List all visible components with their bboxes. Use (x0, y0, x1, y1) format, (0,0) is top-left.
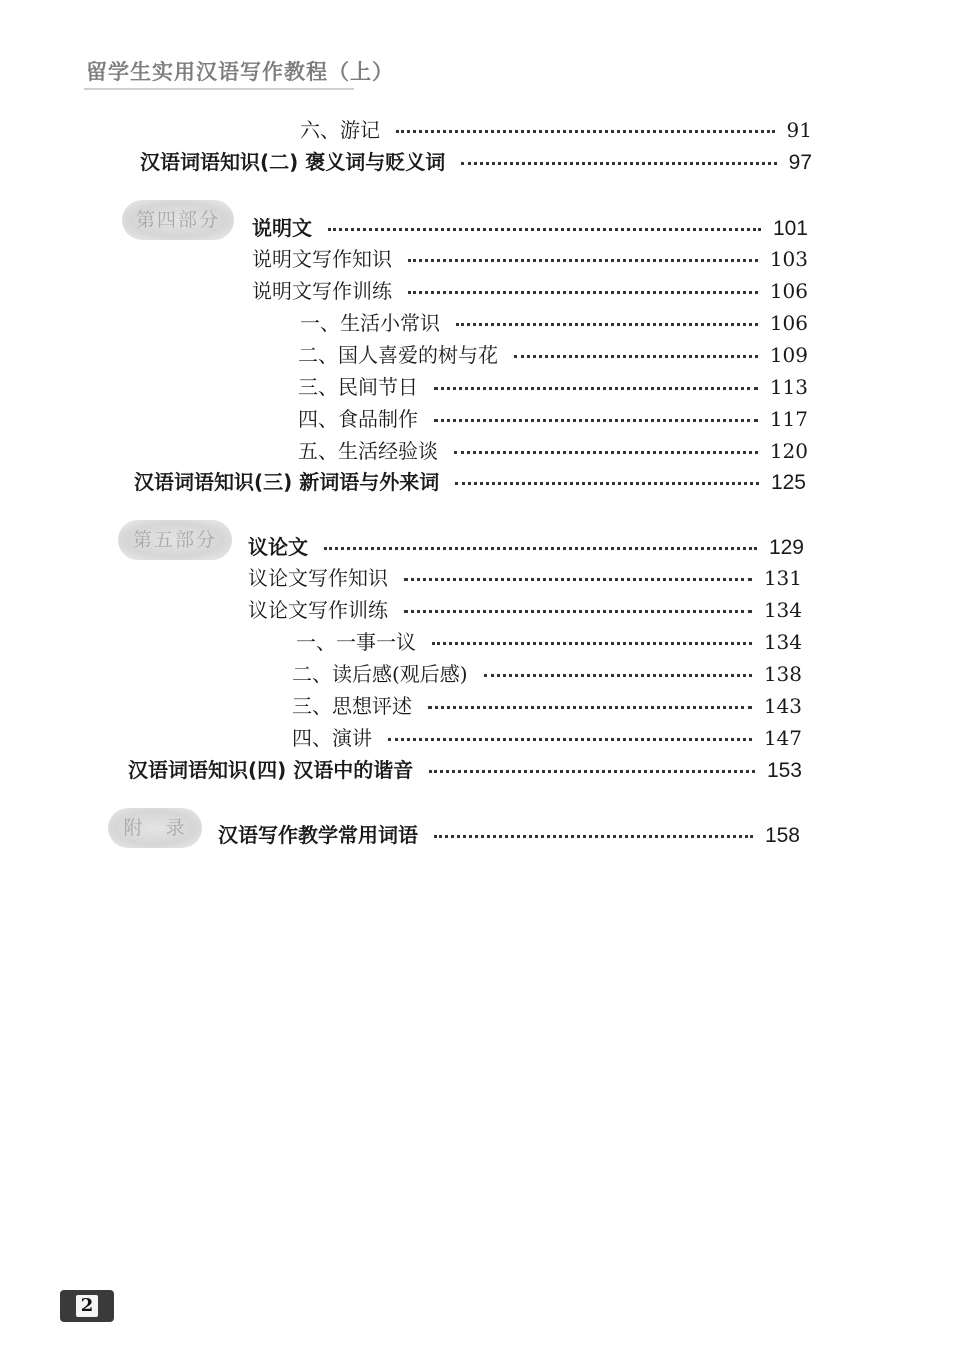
toc-entry[interactable] (252, 243, 808, 275)
toc-entry-page: 134 (763, 598, 802, 622)
toc-entry-page: 134 (763, 630, 802, 654)
toc-entry-label: 一、一事一议 (296, 630, 416, 654)
toc-entry-label: 一、生活小常识 (300, 311, 440, 335)
page-number (60, 1290, 114, 1322)
toc-entry-page: 120 (769, 439, 808, 463)
toc-entry-page: 125 (770, 471, 806, 494)
toc-entry-page: 106 (769, 279, 808, 303)
toc-entry[interactable] (296, 626, 802, 658)
dot-leader (484, 672, 752, 677)
book-title: 留学生实用汉语写作教程（上） (86, 60, 394, 84)
toc-entry-page: 117 (769, 407, 808, 431)
dot-leader (514, 353, 758, 358)
toc-entry-label: 二、读后感(观后感) (292, 662, 468, 686)
toc-entry-page: 103 (769, 247, 808, 271)
dot-leader (328, 226, 761, 231)
toc-entry-page: 97 (788, 151, 812, 174)
dot-leader (429, 768, 755, 773)
toc-entry-page: 138 (763, 662, 802, 686)
toc-entry-label: 汉语词语知识(四) 汉语中的谐音 (128, 758, 414, 782)
toc-entry-label: 三、民间节日 (298, 375, 418, 399)
toc-entry[interactable] (248, 562, 802, 594)
toc-entry[interactable] (248, 531, 804, 563)
toc-entry-page: 91 (786, 118, 812, 142)
dot-leader (434, 385, 758, 390)
toc-entry[interactable] (248, 594, 802, 626)
toc-entry-page: 113 (769, 375, 808, 399)
toc-entry-label: 议论文写作知识 (248, 566, 388, 590)
toc-entry-label: 汉语写作教学常用词语 (218, 823, 418, 847)
toc-entry-page: 106 (769, 311, 808, 335)
dot-leader (434, 417, 758, 422)
toc-entry-label: 议论文写作训练 (248, 598, 388, 622)
section-badge-part5: 第五部分 (118, 520, 232, 560)
toc-entry[interactable] (292, 658, 802, 690)
toc-entry[interactable] (218, 819, 800, 851)
section-badge-appendix: 附 录 (108, 808, 202, 848)
dot-leader (388, 736, 752, 741)
toc-entry-label: 说明文 (252, 216, 312, 240)
dot-leader (432, 640, 752, 645)
dot-leader (434, 833, 753, 838)
toc-entry-page: 158 (764, 824, 800, 847)
toc-entry-label: 五、生活经验谈 (298, 439, 438, 463)
toc-entry[interactable] (128, 754, 802, 786)
toc-entry-label: 说明文写作训练 (252, 279, 392, 303)
toc-entry-label: 议论文 (248, 535, 308, 559)
dot-leader (396, 128, 775, 133)
toc-entry[interactable] (300, 114, 812, 146)
toc-entry-label: 四、演讲 (292, 726, 372, 750)
toc-entry-label: 四、食品制作 (298, 407, 418, 431)
header-rule (84, 88, 354, 90)
toc-entry-label: 六、游记 (300, 118, 380, 142)
toc-entry-label: 三、思想评述 (292, 694, 412, 718)
toc-entry[interactable] (252, 275, 808, 307)
dot-leader (456, 321, 758, 326)
dot-leader (455, 480, 759, 485)
toc-entry[interactable] (252, 212, 808, 244)
toc-entry-page: 101 (772, 217, 808, 240)
toc-entry-page: 153 (766, 759, 802, 782)
page-number-label: 2 (76, 1295, 99, 1317)
dot-leader (408, 257, 758, 262)
section-badge-part4: 第四部分 (122, 200, 234, 240)
toc-entry-label: 二、国人喜爱的树与花 (298, 343, 498, 367)
dot-leader (404, 576, 752, 581)
dot-leader (324, 545, 757, 550)
dot-leader (428, 704, 752, 709)
toc-entry[interactable] (298, 403, 808, 435)
toc-entry-label: 说明文写作知识 (252, 247, 392, 271)
toc-entry-label: 汉语词语知识(三) 新词语与外来词 (134, 470, 440, 494)
toc-entry-label: 汉语词语知识(二) 褒义词与贬义词 (140, 150, 446, 174)
toc-entry[interactable] (298, 339, 808, 371)
dot-leader (461, 160, 776, 165)
toc-entry[interactable] (300, 307, 808, 339)
toc-entry-page: 109 (769, 343, 808, 367)
toc-entry-page: 129 (768, 536, 804, 559)
toc-entry-page: 147 (763, 726, 802, 750)
toc-entry[interactable] (292, 690, 802, 722)
dot-leader (408, 289, 758, 294)
toc-entry-page: 143 (763, 694, 802, 718)
toc-entry-page: 131 (763, 566, 802, 590)
toc-entry[interactable] (298, 371, 808, 403)
toc-entry[interactable] (134, 466, 806, 498)
dot-leader (454, 449, 758, 454)
dot-leader (404, 608, 752, 613)
toc-entry[interactable] (140, 146, 812, 178)
toc-entry[interactable] (292, 722, 802, 754)
toc-entry[interactable] (298, 435, 808, 467)
